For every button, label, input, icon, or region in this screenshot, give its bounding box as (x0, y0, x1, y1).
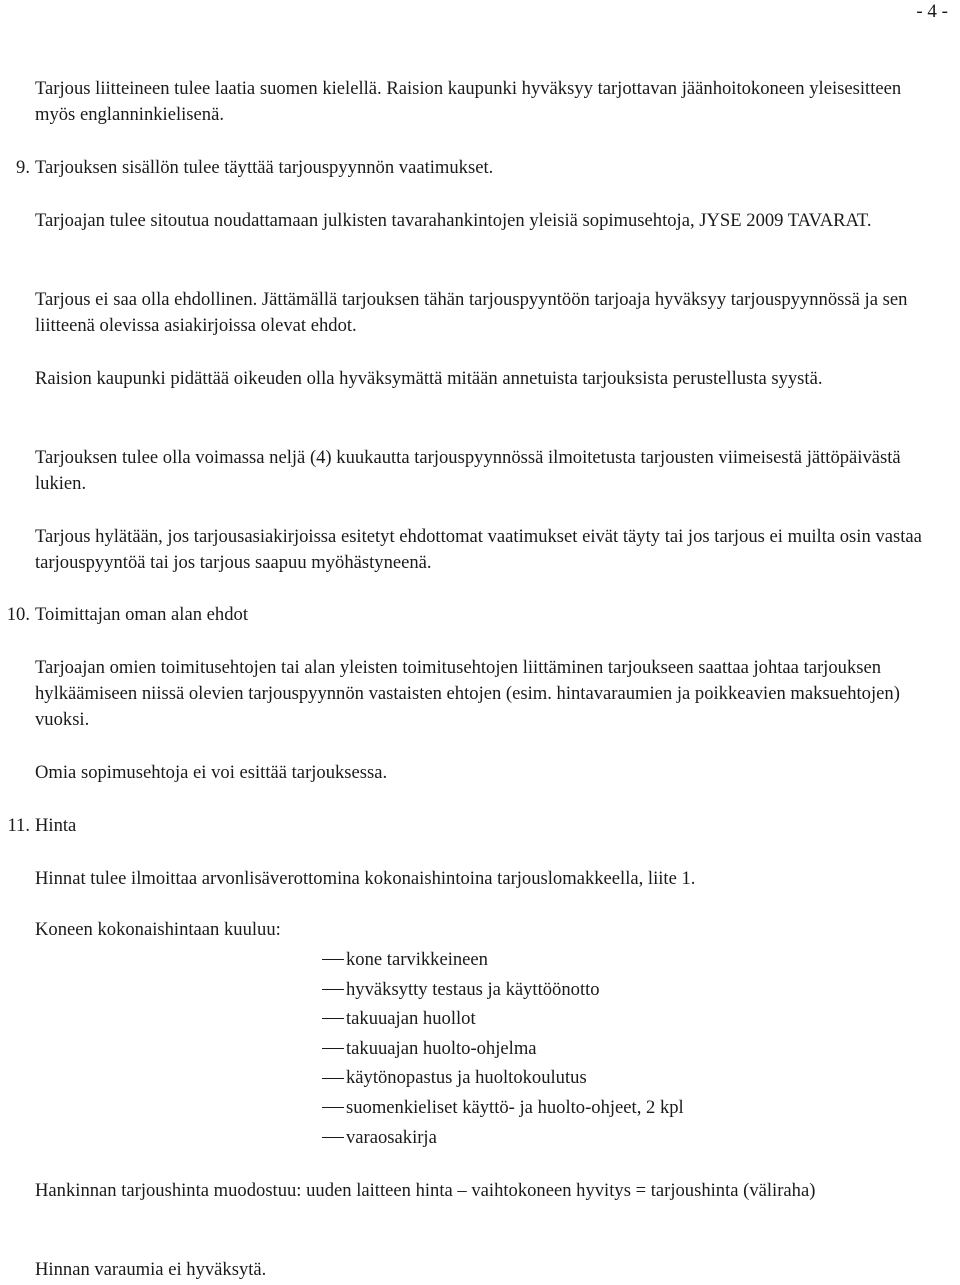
section-title: Hinta (35, 815, 77, 836)
dash-bullet-icon (322, 1048, 344, 1049)
list-item-text: takuuajan huollot (346, 1008, 476, 1030)
section-number: 9. (16, 157, 30, 178)
section-heading-10 (0, 602, 940, 628)
paragraph-prices: Hinnat tulee ilmoittaa arvonlisäverottomina kokonaishintoina tarjouslomakkeella, liite 1. (35, 868, 696, 889)
paragraph-validity: Tarjouksen tulee olla voimassa neljä (4) kuukautta tarjouspyynnössä ilmoitetusta tarjousten viimeisestä jättöpäivästä lukien. (35, 447, 901, 494)
paragraph-jyse: Tarjoajan tulee sitoutua noudattamaan julkisten tavarahankintojen yleisiä sopimusehtoja, JYSE 2009 TAVARAT. (35, 210, 872, 231)
list-item (322, 947, 684, 977)
paragraph-unconditional: Tarjous ei saa olla ehdollinen. Jättämällä tarjouksen tähän tarjouspyyntöön tarjoaja hyväksyy tarjouspyynnössä ja sen liitteenä olevissa asiakirjoissa olevat ehdot. (35, 289, 908, 336)
list-item (322, 1095, 684, 1125)
section-number: 10. (6, 604, 30, 625)
list-item-text: kone tarvikkeineen (346, 949, 488, 970)
dash-bullet-icon (322, 959, 344, 960)
section-heading-9 (0, 155, 940, 181)
paragraph-total-price-intro: Koneen kokonaishintaan kuuluu: (35, 919, 281, 940)
paragraph-delivery-terms: Tarjoajan omien toimitusehtojen tai alan yleisten toimitusehtojen liittäminen tarjoukseen saattaa johtaa tarjouksen hylkäämiseen niissä olevien tarjouspyynnön vastaisten ehtojen (esim. hintavaraumien ja poikkeavien maksuehtojen) vuoksi. (35, 657, 900, 730)
list-item-text: varaosakirja (346, 1126, 437, 1148)
list-item-text: takuuajan huolto-ohjelma (346, 1037, 537, 1059)
paragraph-no-price-reservations: Hinnan varaumia ei hyväksytä. (35, 1259, 267, 1280)
list-item-text: käytönopastus ja huoltokoulutus (346, 1067, 587, 1089)
paragraph-bid-price-formula: Hankinnan tarjoushinta muodostuu: uuden laitteen hinta – vaihtokoneen hyvitys = tarjoushinta (väliraha) (35, 1180, 816, 1201)
paragraph-own-terms: Omia sopimusehtoja ei voi esittää tarjouksessa. (35, 762, 388, 783)
paragraph-language: Tarjous liitteineen tulee laatia suomen kielellä. Raision kaupunki hyväksyy tarjottavan jäänhoitokoneen yleisesitteen myös englanninkielisenä. (35, 78, 902, 125)
dash-bullet-icon (322, 1137, 344, 1138)
section-heading-11 (0, 813, 940, 839)
dash-bullet-icon (322, 1078, 344, 1079)
price-items-list (322, 947, 684, 1154)
page-number: - 4 - (916, 1, 948, 22)
list-item (322, 1006, 684, 1036)
list-item (322, 1036, 684, 1066)
list-item-text: suomenkieliset käyttö- ja huolto-ohjeet, 2 kpl (346, 1096, 684, 1118)
section-number: 11. (7, 815, 30, 836)
list-item (322, 1065, 684, 1095)
dash-bullet-icon (322, 1018, 344, 1019)
list-item-text: hyväksytty testaus ja käyttöönotto (346, 978, 600, 1000)
list-item (322, 1125, 684, 1155)
dash-bullet-icon (322, 1107, 344, 1108)
paragraph-rejection: Tarjous hylätään, jos tarjousasiakirjoissa esitetyt ehdottomat vaatimukset eivät täyty tai jos tarjous ei muilta osin vastaa tarjouspyyntöä tai jos tarjous saapuu myöhästyneenä. (35, 526, 922, 573)
paragraph-right-to-reject: Raision kaupunki pidättää oikeuden olla hyväksymättä mitään annetuista tarjouksista perustellusta syystä. (35, 368, 823, 389)
section-title: Toimittajan oman alan ehdot (35, 604, 248, 625)
list-item (322, 977, 684, 1007)
dash-bullet-icon (322, 989, 344, 990)
section-title: Tarjouksen sisällön tulee täyttää tarjouspyynnön vaatimukset. (35, 157, 494, 178)
